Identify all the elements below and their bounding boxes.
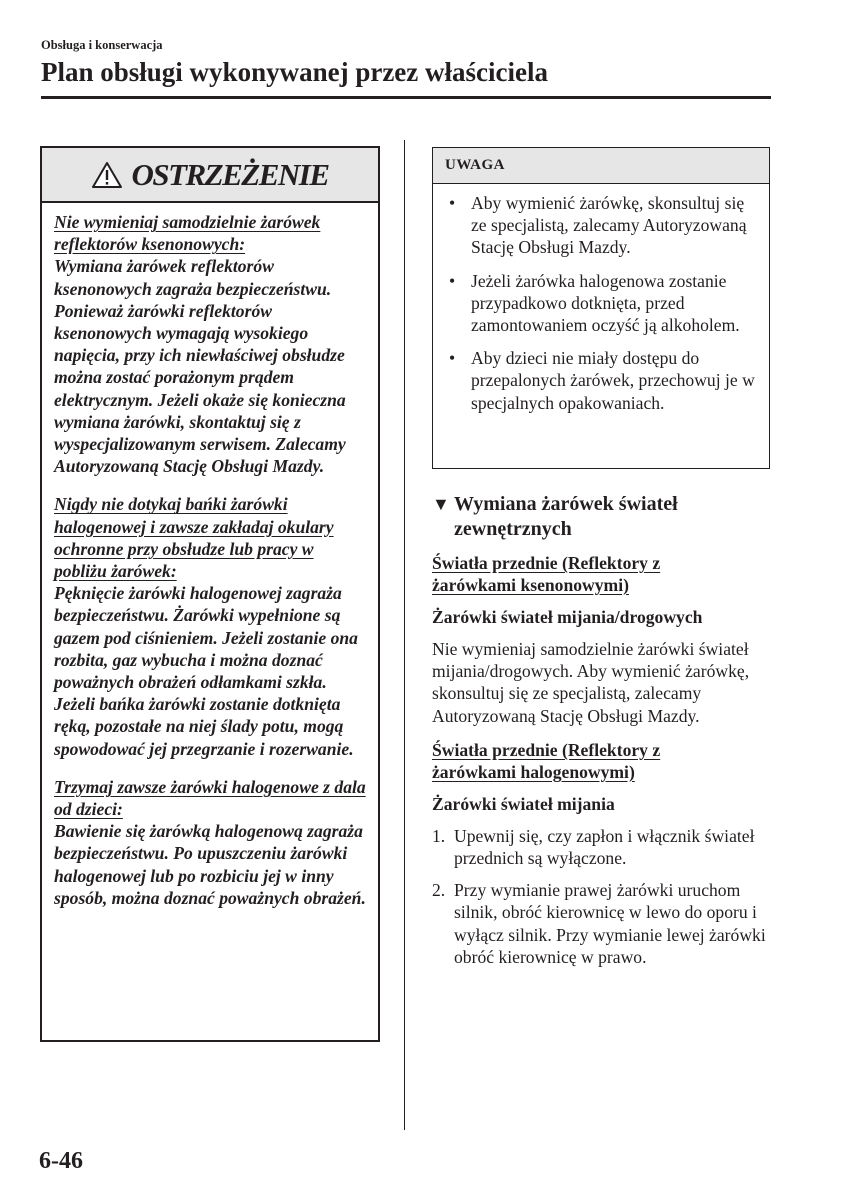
step-number: 1.: [432, 825, 446, 846]
steps-list: [432, 825, 772, 968]
warning-block-heading: Nigdy nie dotykaj bańki żarówki halogenowej i zawsze zakładaj okulary ochronne przy obsłudze lub pracy w pobliżu żarówek:: [54, 494, 334, 582]
step-text: Upewnij się, czy zapłon i włącznik świateł przednich są wyłączone.: [454, 825, 755, 869]
step-item: [432, 879, 772, 968]
bullet-icon: •: [449, 193, 456, 213]
note-item-text: Aby wymienić żarówkę, skonsultuj się ze specjalistą, zalecamy Autoryzowaną Stację Obsługi Mazdy.: [471, 193, 747, 258]
warning-box: [40, 146, 380, 1042]
step-item: [432, 825, 772, 869]
triangle-down-icon: ▼: [432, 494, 450, 514]
warning-block-text: Pęknięcie żarówki halogenowej zagraża bezpieczeństwu. Żarówki wypełnione są gazem pod ciśnieniem. Jeżeli zostanie ona rozbita, gaz wybucha i można doznać poważnych obrażeń odłamkami szkła. Jeżeli bańka żarówki zostanie dotknięta ręką, pozostałe na niej ślady potu, mogą spowodować jej przegrzanie i rozerwanie.: [54, 583, 358, 759]
right-column: [432, 492, 772, 978]
warning-block: [54, 211, 368, 477]
warning-block: [54, 776, 368, 909]
warning-title: OSTRZEŻENIE: [131, 156, 329, 192]
note-item-text: Aby dzieci nie miały dostępu do przepalonych żarówek, przechowuj je w specjalnych opakowaniach.: [471, 348, 755, 413]
page-title: Plan obsługi wykonywanej przez właściciela: [41, 57, 548, 87]
warning-block-text: Bawienie się żarówką halogenową zagraża bezpieczeństwu. Po upuszczeniu żarówki halogenowej lub po rozbiciu jej w inny sposób, można doznać poważnych obrażeń.: [54, 821, 366, 908]
section-heading: [432, 492, 772, 542]
note-list: [433, 184, 769, 414]
bullet-icon: •: [449, 348, 456, 369]
halogen-subheading: Żarówki świateł mijania: [432, 793, 615, 814]
column-divider: [404, 140, 405, 1130]
note-item: [445, 192, 757, 259]
note-box: [432, 147, 770, 469]
warning-block-heading: Nie wymieniaj samodzielnie żarówek reflektorów ksenonowych:: [54, 212, 321, 255]
warning-header: [42, 148, 378, 203]
xenon-text: Nie wymieniaj samodzielnie żarówki świateł mijania/drogowych. Aby wymienić żarówkę, skonsultuj się ze specjalistą, zalecamy Autoryzowaną Stację Obsługi Mazdy.: [432, 639, 750, 726]
note-item: [445, 270, 757, 337]
xenon-heading: Światła przednie (Reflektory z żarówkami ksenonowymi): [432, 553, 661, 595]
warning-block-text: Wymiana żarówek reflektorów ksenonowych zagraża bezpieczeństwu. Ponieważ żarówki reflektorów ksenonowych wymagają wysokiego napięcia, przy ich niewłaściwej obsłudze można zostać porażonym prądem elektrycznym. Jeżeli okaże się konieczna wymiana żarówki, skontaktuj się z wyspecjalizowanym serwisem. Zalecamy Autoryzowaną Stację Obsługi Mazdy.: [54, 256, 346, 477]
section-heading-text: Wymiana żarówek świateł zewnętrznych: [454, 493, 678, 540]
warning-triangle-icon: [91, 161, 123, 189]
warning-block: [54, 493, 368, 759]
step-number: 2.: [432, 880, 446, 901]
section-label: Obsługa i konserwacja: [41, 38, 163, 52]
title-divider: [41, 96, 771, 99]
step-text: Przy wymianie prawej żarówki uruchom silnik, obróć kierownicę w lewo do oporu i wyłącz silnik. Przy wymianie lewej żarówki obróć kierownicę w prawo.: [454, 880, 766, 967]
warning-block-heading: Trzymaj zawsze żarówki halogenowe z dala od dzieci:: [54, 776, 366, 820]
xenon-subheading: Żarówki świateł mijania/drogowych: [432, 607, 703, 627]
note-item: [445, 347, 757, 414]
halogen-heading: Światła przednie (Reflektory z żarówkami halogenowymi): [432, 739, 661, 782]
bullet-icon: •: [449, 270, 456, 291]
note-item-text: Jeżeli żarówka halogenowa zostanie przypadkowo dotknięta, przed zamontowaniem oczyść ją alkoholem.: [471, 270, 740, 336]
note-title: UWAGA: [433, 148, 769, 184]
page-number: 6-46: [39, 1148, 83, 1174]
warning-body: [42, 203, 378, 909]
